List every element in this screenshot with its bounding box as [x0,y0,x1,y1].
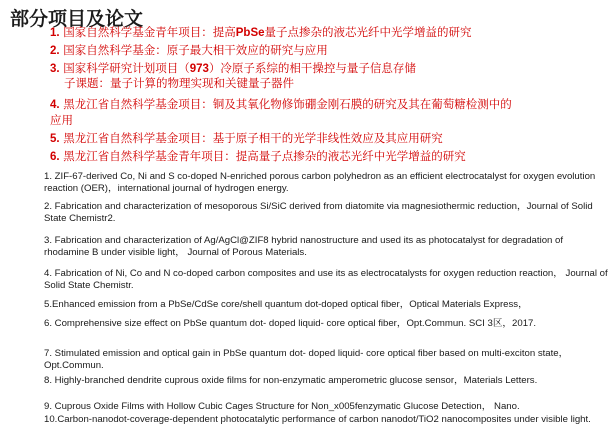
project-text: 黑龙江省自然科学基金青年项目：提高量子点掺杂的液芯光纤中光学增益的研究 [59,149,466,163]
project-item [50,42,328,59]
publication-item: 4. Fabrication of Ni, Co and N co-doped carbon composites and use its as electrocatalysts for oxygen reduction reaction， Journal of Solid State Chemistr. [44,268,608,292]
project-highlight: PbSe [235,27,265,39]
project-item [50,24,472,41]
project-item [50,96,512,113]
project-text: 国家自然科学基金：原子最大相干效应的研究与应用 [59,43,328,57]
publication-item: 7. Stimulated emission and optical gain in PbSe quantum dot- doped liquid- core optical fiber based on multi-exciton state，Opt.Commun. [44,348,569,372]
project-number: 6. [50,151,60,163]
publication-item: 8. Highly-branched dendrite cuprous oxide films for non-enzymatic amperometric glucose sensor，Materials Letters. [44,375,538,386]
project-text: 量子点掺杂的液芯光纤中光学增益的研究 [264,25,472,39]
publication-item: 10.Carbon-nanodot-coverage-dependent photocatalytic performance of carbon nanodot/TiO2 nanocomposites under visible light. [44,414,591,425]
project-number: 4. [50,99,60,111]
project-text: 黑龙江省自然科学基金项目：铜及其氧化物修饰硼金刚石膜的研究及其在葡萄糖检测中的 [59,97,512,111]
project-number: 1. [50,27,60,39]
project-highlight: 973 [189,63,209,75]
project-subline: 子课题：量子计算的物理实现和关键量子器件 [64,76,294,90]
project-text: 国家自然科学基金青年项目：提高 [59,25,236,39]
publication-item: 5.Enhanced emission from a PbSe/CdSe core/shell quantum dot-doped optical fiber，Optical Materials Express， [44,299,528,310]
project-number: 2. [50,45,60,57]
project-text: ）冷原子系综的相干操控与量子信息存储 [208,61,416,75]
project-item [50,148,466,165]
publication-item: 9. Cuprous Oxide Films with Hollow Cubic Cages Structure for Non_x005fenzymatic Glucose Detection， Nano. [44,401,520,412]
project-number: 3. [50,63,60,75]
page-title: 部分项目及论文 [10,8,144,30]
project-subline: 应用 [50,113,73,127]
publication-item: 1. ZIF-67-derived Co, Ni and S co-doped N-enriched porous carbon polyhedron as an efficient electrocatalyst for oxygen evolution reaction (OER)，international journal of hydrogen energy. [44,171,596,195]
publication-item: 2. Fabrication and characterization of mesoporous Si/SiC derived from diatomite via magnesiothermic reduction，Journal of Solid State Chemistr2. [44,201,593,225]
project-number: 5. [50,133,60,145]
project-item [50,130,443,147]
publication-item: 6. Comprehensive size effect on PbSe quantum dot- doped liquid- core optical fiber，Opt.Commun. SCI 3区，2017. [44,318,537,329]
project-text: 黑龙江省自然科学基金项目：基于原子相干的光学非线性效应及其应用研究 [59,131,443,145]
project-text: 国家科学研究计划项目（ [59,61,190,75]
publication-item: 3. Fabrication and characterization of Ag/AgCl@ZIF8 hybrid nanostructure and used its as photocatalyst for degradation of rhodamine B under visible light， Journal of Porous Materials. [44,235,564,259]
